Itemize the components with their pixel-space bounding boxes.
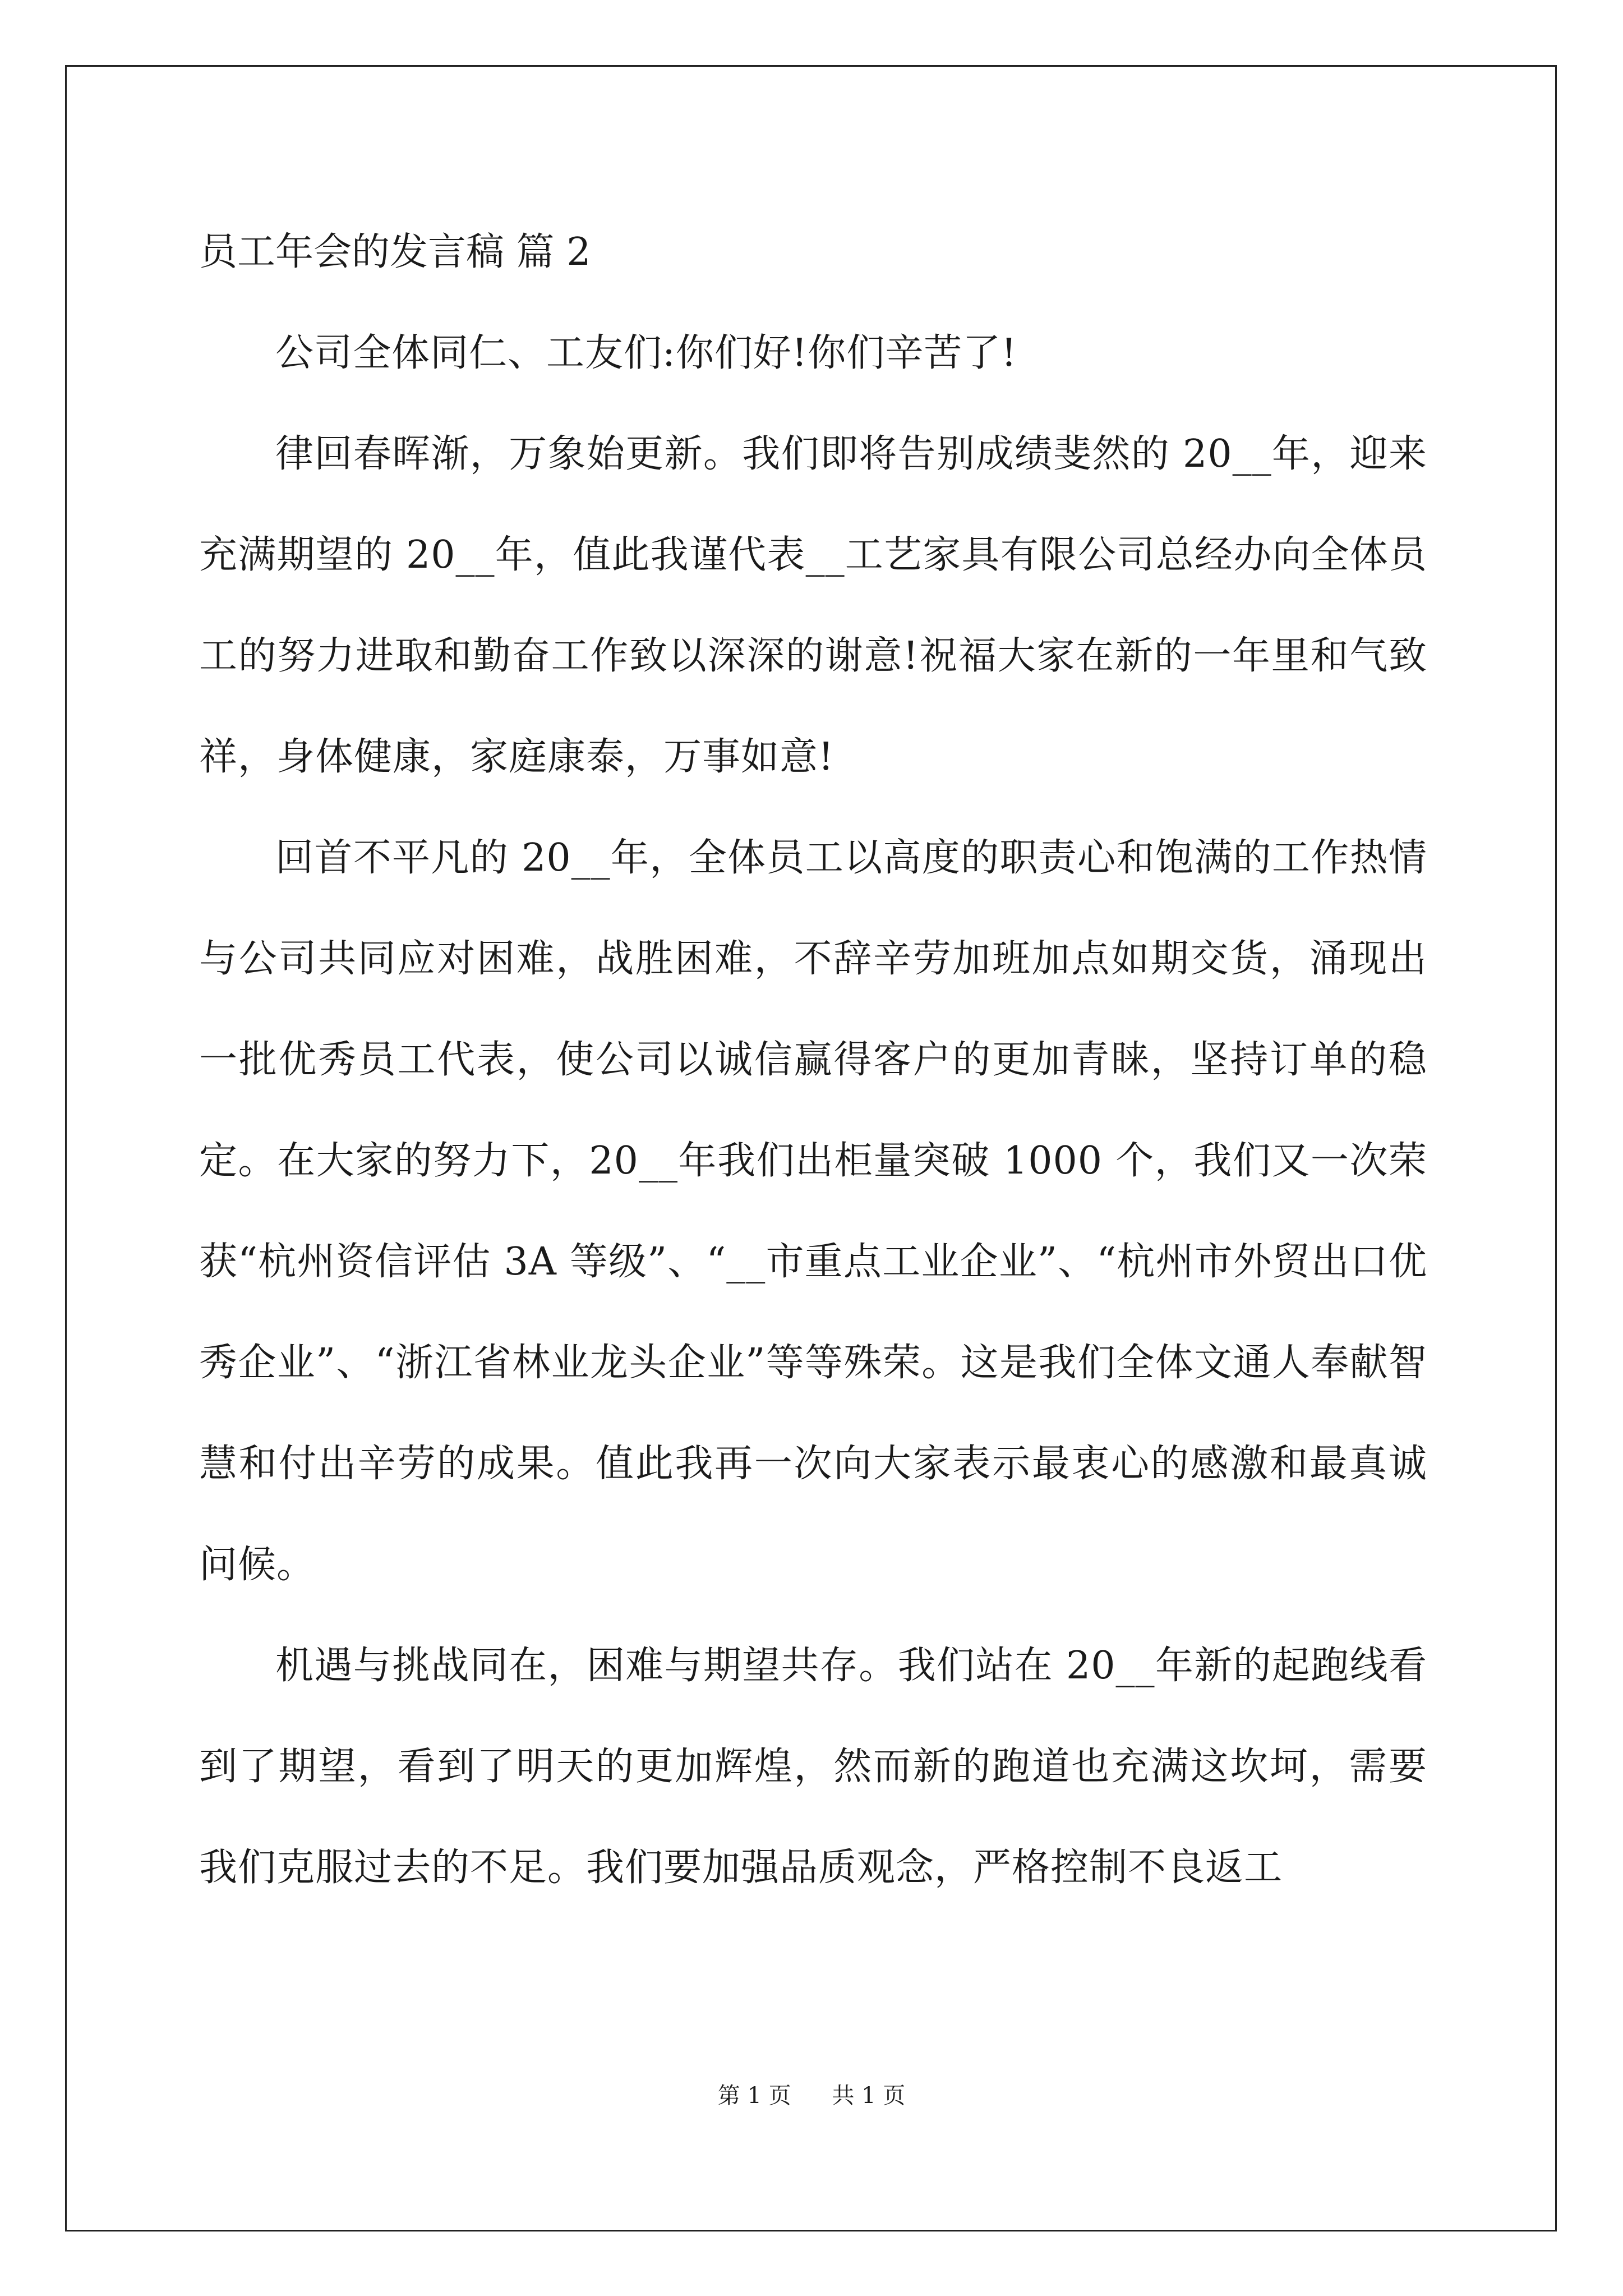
- paragraph-greeting: 公司全体同仁、工友们:你们好!你们辛苦了!: [275, 331, 1017, 375]
- paragraph-new-year: 律回春晖渐，万象始更新。我们即将告别成绩斐然的 20__年，迎来充满期望的 20__年，值此我谨代表__工艺家具有限公司总经办向全体员工的努力进取和勤奋工作致以深深的谢意!祝福大家在新的一年里和气致祥，身体健康，家庭康泰，万事如意!: [199, 432, 1427, 779]
- paragraph-review: 回首不平凡的 20__年，全体员工以高度的职责心和饱满的工作热情与公司共同应对困难，战胜困难，不辞辛劳加班加点如期交货，涌现出一批优秀员工代表，使公司以诚信赢得客户的更加青睐，坚持订单的稳定。在大家的努力下，20__年我们出柜量突破 1000 个，我们又一次荣获“杭州资信评估 3A 等级”、“__市重点工业企业”、“杭州市外贸出口优秀企业”、“浙江省林业龙头企业”等等殊荣。这是我们全体文通人奉献智慧和付出辛劳的成果。值此我再一次向大家表示最衷心的感激和最真诚问候。: [199, 836, 1427, 1587]
- document-title: 员工年会的发言稿 篇 2: [199, 230, 591, 274]
- document-body: [199, 202, 1427, 1918]
- page-footer: [0, 2078, 1623, 2110]
- page-number: 第 1 页: [717, 2083, 791, 2109]
- page-total: 共 1 页: [832, 2083, 906, 2109]
- paragraph-challenges: 机遇与挑战同在，困难与期望共存。我们站在 20__年新的起跑线看到了期望，看到了明天的更加辉煌，然而新的跑道也充满这坎坷，需要我们克服过去的不足。我们要加强品质观念，严格控制不良返工: [199, 1644, 1427, 1890]
